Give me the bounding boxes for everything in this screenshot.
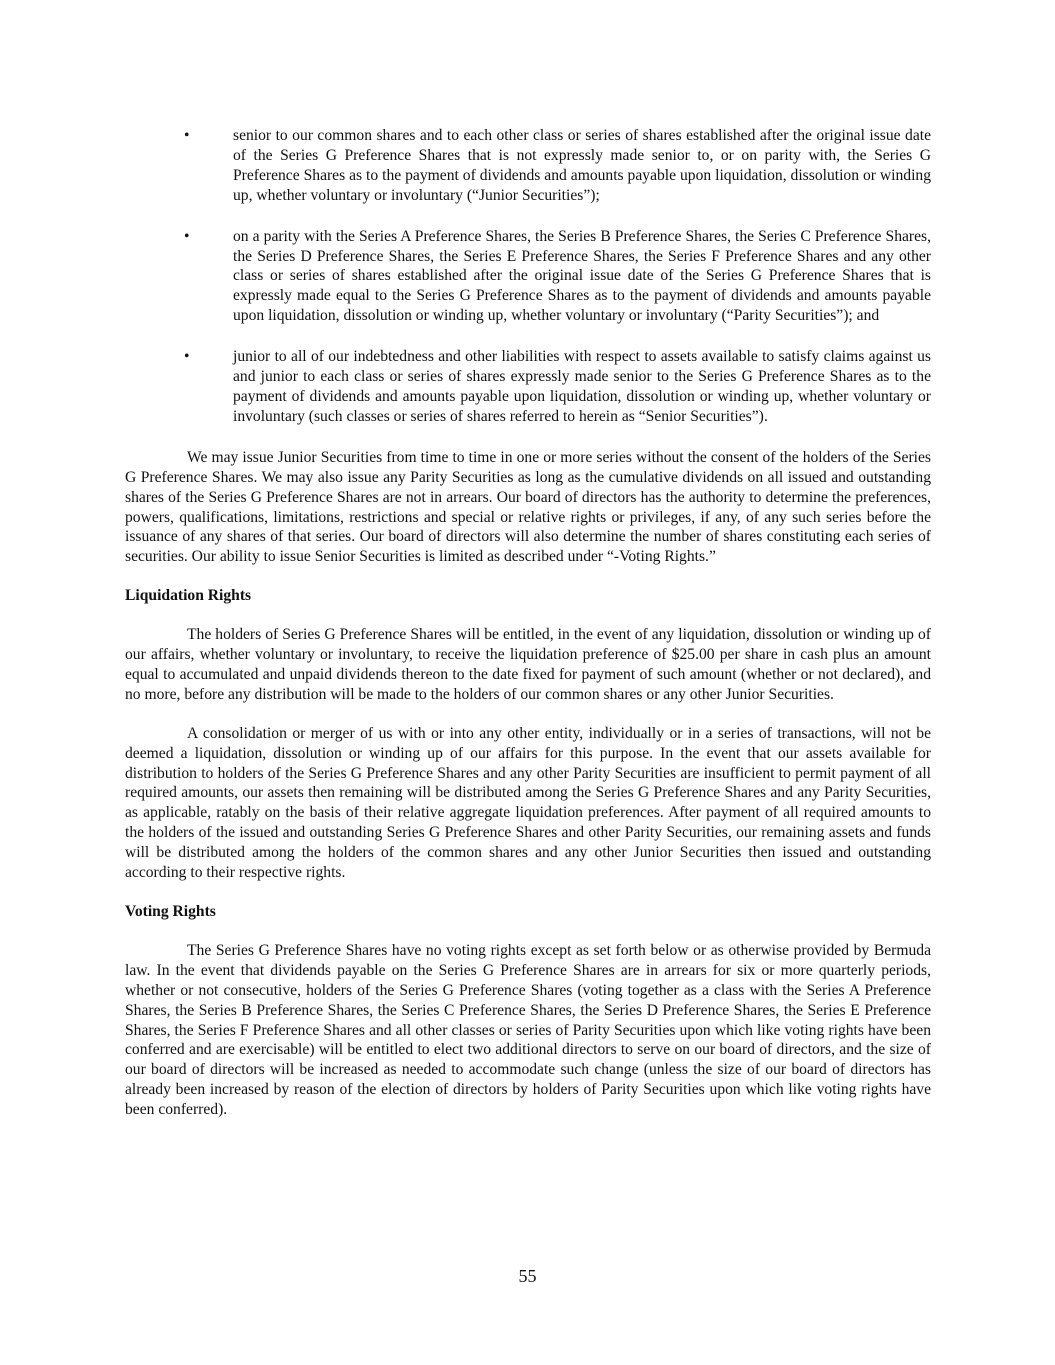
- bullet-marker: •: [184, 127, 190, 144]
- bullet-item-junior-securities: [125, 126, 931, 206]
- bullet-item-senior-securities: [125, 347, 931, 427]
- bullet-marker: •: [184, 227, 190, 245]
- liquidation-paragraph-1: The holders of Series G Preference Shares will be entitled, in the event of any liquidation, dissolution or winding up of our affairs, whether voluntary or involuntary, to receive the liquidation preference of $25.00 per share in cash plus an amount equal to accumulated and unpaid dividends thereon to the date fixed for payment of such amount (whether or not declared), and no more, before any distribution will be made to the holders of our common shares or any other Junior Securities.: [125, 626, 931, 703]
- bullet-text: junior to all of our indebtedness and other liabilities with respect to assets available to satisfy claims against us and junior to each class or series of shares expressly made senior to the Series G Preference Shares as to the payment of dividends and amounts payable upon liquidation, dissolution or winding up, whether voluntary or involuntary (such classes or series of shares referred to herein as “Senior Securities”).: [233, 348, 931, 425]
- bullet-text: on a parity with the Series A Preference Shares, the Series B Preference Shares, the Series C Preference Shares, the Series D Preference Shares, the Series E Preference Shares, the Series F Preference Shares and any other class or series of shares established after the original issue date of the Series G Preference Shares that is expressly made equal to the Series G Preference Shares as to the payment of dividends and amounts payable upon liquidation, dissolution or winding up, whether voluntary or involuntary (“Parity Securities”); and: [233, 227, 931, 325]
- bullet-text: senior to our common shares and to each other class or series of shares established after the original issue date of the Series G Preference Shares that is not expressly made senior to, or on parity with, the Series G Preference Shares as to the payment of dividends and amounts payable upon liquidation, dissolution or winding up, whether voluntary or involuntary (“Junior Securities”);: [233, 127, 931, 204]
- bullet-item-parity-securities: [125, 227, 931, 327]
- bullet-marker: •: [184, 348, 190, 366]
- liquidation-rights-heading: Liquidation Rights: [125, 587, 252, 605]
- voting-paragraph-1: The Series G Preference Shares have no voting rights except as set forth below or as otherwise provided by Bermuda law. In the event that dividends payable on the Series G Preference Shares are in arrears for six or more quarterly periods, whether or not consecutive, holders of the Series G Preference Shares (voting together as a class with the Series A Preference Shares, the Series B Preference Shares, the Series C Preference Shares, the Series D Preference Shares, the Series E Preference Shares, the Series F Preference Shares and all other classes or series of Parity Securities upon which like voting rights have been conferred and are exercisable) will be entitled to elect two additional directors to serve on our board of directors, and the size of our board of directors will be increased as needed to accommodate such change (unless the size of our board of directors has already been increased by reason of the election of directors by holders of Parity Securities upon which like voting rights have been conferred).: [125, 941, 931, 1119]
- junior-securities-paragraph: We may issue Junior Securities from time to time in one or more series without the consent of the holders of the Series G Preference Shares. We may also issue any Parity Securities as long as the cumulative dividends on all issued and outstanding shares of the Series G Preference Shares are not in arrears. Our board of directors has the authority to determine the preferences, powers, qualifications, limitations, restrictions and special or relative rights or privileges, if any, of any such series before the issuance of any shares of that series. Our board of directors will also determine the number of shares constituting each series of securities. Our ability to issue Senior Securities is limited as described under “-Voting Rights.”: [125, 448, 931, 566]
- ranking-bullet-list: [125, 126, 931, 427]
- page-number: 55: [518, 1266, 537, 1286]
- voting-rights-heading: Voting Rights: [125, 903, 216, 920]
- liquidation-paragraph-2: A consolidation or merger of us with or into any other entity, individually or in a series of transactions, will not be deemed a liquidation, dissolution or winding up of our affairs for this purpose. In the event that our assets available for distribution to holders of the Series G Preference Shares and any other Parity Securities are insufficient to permit payment of all required amounts, our assets then remaining will be distributed among the Series G Preference Shares and any Parity Securities, as applicable, ratably on the basis of their relative aggregate liquidation preferences. After payment of all required amounts to the holders of the issued and outstanding Series G Preference Shares and other Parity Securities, our remaining assets and funds will be distributed among the holders of the common shares and any other Junior Securities then issued and outstanding according to their respective rights.: [125, 724, 931, 882]
- document-page: [125, 126, 931, 1139]
